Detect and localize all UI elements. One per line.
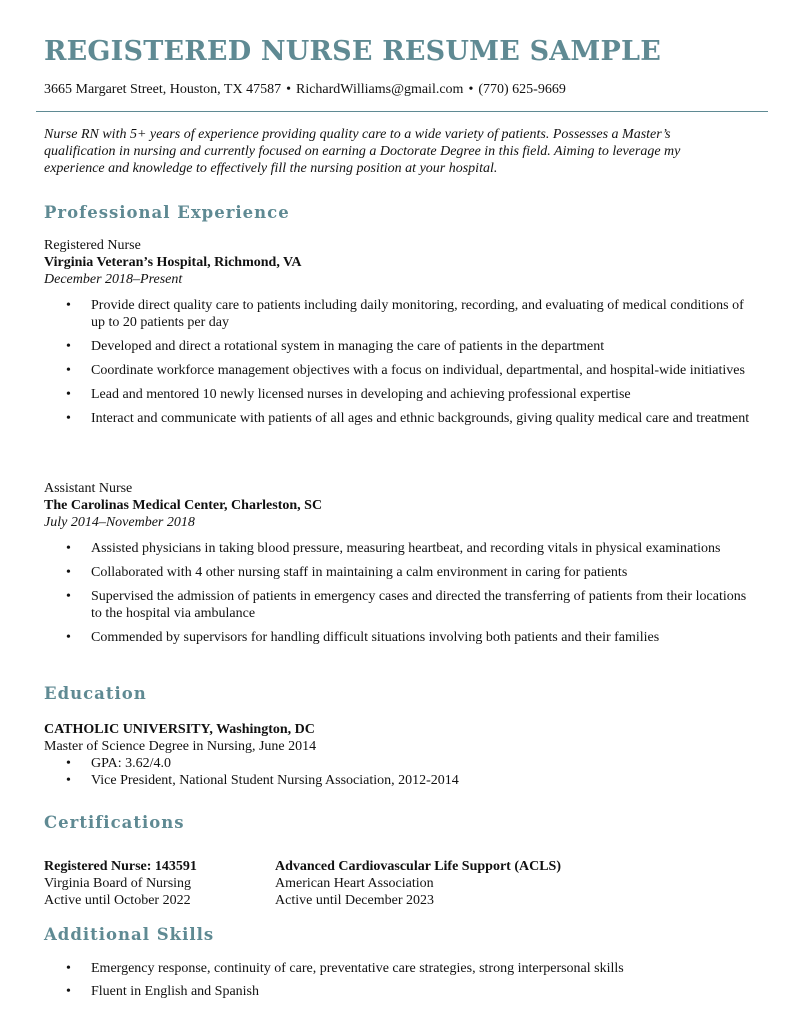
list-item: • Interact and communicate with patients of all ages and ethnic backgrounds, giving quality medical care and treatment	[44, 410, 756, 427]
job-role: Registered Nurse	[44, 238, 141, 253]
job-employer: Virginia Veteran’s Hospital, Richmond, VA	[44, 255, 302, 270]
skills-list	[44, 960, 764, 1006]
email: RichardWilliams@gmail.com	[295, 82, 464, 97]
certification-name: Registered Nurse: 143591	[44, 859, 197, 874]
certification-issuer: American Heart Association	[275, 876, 434, 891]
summary: Nurse RN with 5+ years of experience providing quality care to a wide variety of patients. Possesses a Master’s qualification in nursing and currently focused on earning a Doctorate Degree in this field. Aiming to leverage my experience and knowledge to effectively fill the nursing position at your hospital.	[44, 127, 681, 176]
experience-heading: Professional Experience	[44, 203, 290, 222]
certifications-heading: Certifications	[44, 813, 185, 832]
education-bullets	[44, 755, 764, 789]
list-item: • Provide direct quality care to patients including daily monitoring, recording, and evaluating of medical conditions of up to 20 patients per day	[44, 297, 756, 331]
certification-entry	[44, 858, 197, 909]
certification-issuer: Virginia Board of Nursing	[44, 876, 192, 891]
education-entry	[44, 721, 764, 789]
school-name: CATHOLIC UNIVERSITY, Washington, DC	[44, 722, 315, 737]
resume-title: REGISTERED NURSE RESUME SAMPLE	[44, 36, 661, 67]
list-item: • Fluent in English and Spanish	[44, 983, 764, 1000]
list-item: • Lead and mentored 10 newly licensed nurses in developing and achieving professional expertise	[44, 386, 756, 403]
degree: Master of Science Degree in Nursing, June 2014	[44, 739, 317, 754]
list-item: • GPA: 3.62/4.0	[44, 755, 764, 772]
contact-line	[44, 82, 566, 98]
job-entry	[44, 237, 764, 434]
education-heading: Education	[44, 684, 147, 703]
address: 3665 Margaret Street, Houston, TX 47587	[44, 82, 282, 97]
header-divider	[36, 111, 768, 112]
phone: (770) 625-9669	[478, 82, 566, 97]
list-item: • Collaborated with 4 other nursing staff in maintaining a calm environment in caring for patients	[44, 564, 756, 581]
certification-name: Advanced Cardiovascular Life Support (ACLS)	[275, 859, 561, 874]
job-dates: July 2014–November 2018	[44, 515, 195, 530]
job-role: Assistant Nurse	[44, 481, 133, 496]
job-bullets	[44, 297, 756, 427]
certification-entry	[275, 858, 561, 909]
list-item: • Assisted physicians in taking blood pressure, measuring heartbeat, and recording vitals in physical examinations	[44, 540, 756, 557]
list-item: • Coordinate workforce management objectives with a focus on individual, departmental, and hospital-wide initiatives	[44, 362, 756, 379]
list-item: • Vice President, National Student Nursing Association, 2012-2014	[44, 772, 764, 789]
job-dates: December 2018–Present	[44, 272, 183, 287]
certification-status: Active until December 2023	[275, 893, 435, 908]
certification-status: Active until October 2022	[44, 893, 191, 908]
list-item: • Commended by supervisors for handling difficult situations involving both patients and their families	[44, 629, 756, 646]
list-item: • Emergency response, continuity of care, preventative care strategies, strong interpersonal skills	[44, 960, 764, 977]
job-employer: The Carolinas Medical Center, Charleston, SC	[44, 498, 323, 513]
job-bullets	[44, 540, 756, 646]
list-item: • Developed and direct a rotational system in managing the care of patients in the department	[44, 338, 756, 355]
separator-dot: •	[468, 82, 474, 97]
skills-heading: Additional Skills	[44, 925, 215, 944]
list-item: • Supervised the admission of patients in emergency cases and directed the transferring of patients from their locations to the hospital via ambulance	[44, 588, 756, 622]
separator-dot: •	[286, 82, 291, 97]
job-entry	[44, 480, 764, 653]
